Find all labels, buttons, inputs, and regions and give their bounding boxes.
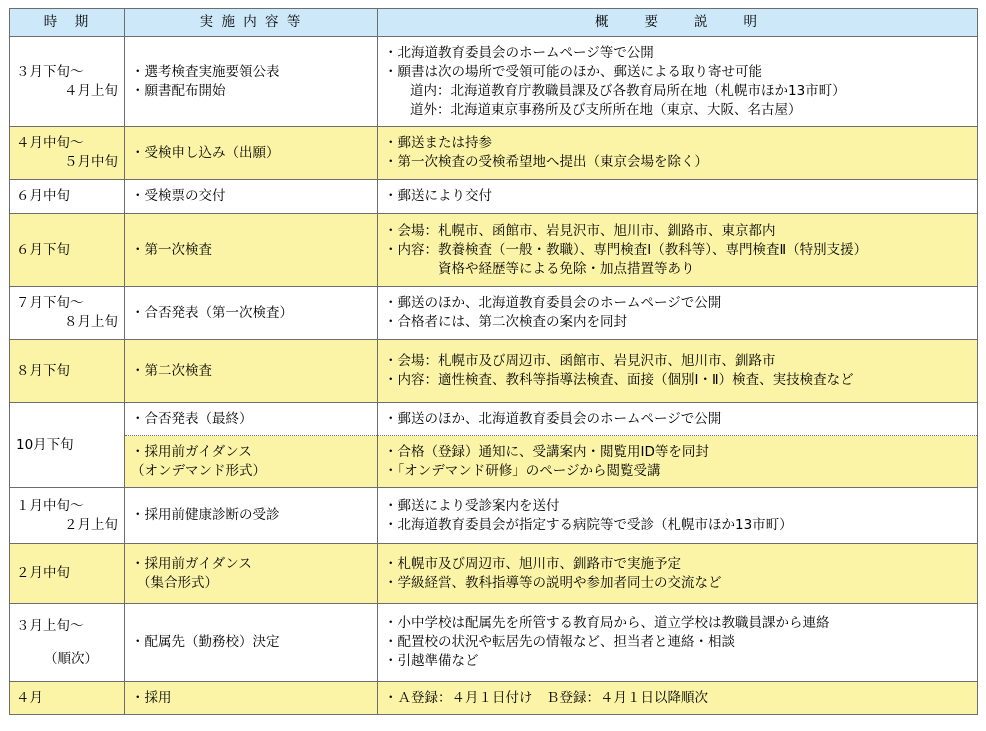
content-line: ・採用前健康診断の受診 (131, 507, 280, 523)
period-cell (10, 214, 125, 287)
content-cell (125, 214, 378, 287)
summary-line: ・郵送により受診案内を送付 (384, 497, 560, 514)
period-cell (10, 604, 125, 682)
summary-line: ・合格者には、第二次検査の案内を同封 (384, 314, 627, 330)
summary-line: ・第一次検査の受検希望地へ提出（東京会場を除く） (384, 154, 708, 170)
content-line: ・第一次検査 (131, 241, 212, 258)
header-period: 時 期 (10, 9, 125, 37)
content-line: ・受検申し込み（出願） (131, 144, 280, 161)
period-cell (10, 180, 125, 214)
table-row (10, 214, 978, 287)
summary-line: ・学級経営、教科指導等の説明や参加者同士の交流など (384, 574, 722, 591)
summary-line: ・配置校の状況や転居先の情報など、担当者と連絡・相談 (384, 634, 735, 650)
content-cell (125, 403, 378, 436)
table-row (10, 37, 978, 127)
period-cell (10, 287, 125, 340)
summary-cell (378, 180, 978, 214)
period-start: ６月中旬 (16, 188, 70, 204)
summary-line: ・郵送により交付 (384, 188, 492, 204)
period-cell (10, 340, 125, 403)
table-row (10, 604, 978, 682)
content-line: ・配属先（勤務校）決定 (131, 634, 280, 650)
summary-line: ・北海道教育委員会のホームページ等で公開 (384, 44, 654, 61)
summary-line: ・引越準備など (384, 653, 479, 669)
table-row (10, 682, 978, 715)
period-start: ４月 (16, 689, 43, 706)
schedule-table-wrapper (9, 8, 977, 715)
summary-line: ・郵送のほか、北海道教育委員会のホームページで公開 (384, 295, 722, 311)
period-start: ６月下旬 (16, 241, 70, 258)
table-row (10, 544, 978, 604)
content-line: ・採用前ガイダンス (131, 555, 252, 572)
summary-cell (378, 403, 978, 436)
content-cell (125, 127, 378, 180)
period-start: ３月下旬～ (16, 63, 84, 80)
period-start: ３月上旬～ (16, 617, 84, 634)
summary-cell (378, 287, 978, 340)
summary-cell (378, 488, 978, 544)
summary-cell (378, 37, 978, 127)
period-cell (10, 682, 125, 715)
period-start: ８月下旬 (16, 362, 70, 379)
summary-cell (378, 127, 978, 180)
period-start: １月中旬～ (16, 497, 84, 514)
content-cell (125, 180, 378, 214)
summary-line: 道外：北海道東京事務所及び支所所在地（東京、大阪、名古屋） (410, 101, 802, 118)
table-row (10, 403, 978, 436)
schedule-table (9, 8, 978, 715)
summary-line: ・合格（登録）通知に、受講案内・閲覧用ID等を同封 (384, 443, 709, 460)
period-start: ４月中旬～ (16, 135, 84, 151)
summary-line: 道内：北海道教育庁教職員課及び各教育局所在地（札幌市ほか13市町） (410, 82, 846, 99)
summary-cell (378, 214, 978, 287)
summary-line: ・内容：適性検査、教科等指導法検査、面接（個別Ⅰ・Ⅱ）検査、実技検査など (384, 372, 854, 388)
period-cell (10, 37, 125, 127)
summary-line: ・郵送または持参 (384, 135, 492, 151)
period-start: 10月下旬 (16, 436, 74, 453)
table-row (10, 127, 978, 180)
summary-line: ・願書は次の場所で受領可能のほか、郵送による取り寄せ可能 (384, 63, 762, 80)
table-row (10, 180, 978, 214)
period-start: ２月中旬 (16, 565, 70, 581)
content-cell (125, 604, 378, 682)
summary-line: ・会場：札幌市及び周辺市、函館市、岩見沢市、旭川市、釧路市 (384, 353, 776, 369)
summary-line: ・札幌市及び周辺市、旭川市、釧路市で実施予定 (384, 555, 681, 572)
content-line: ・選考検査実施要領公表 (131, 63, 280, 80)
summary-line: ・郵送のほか、北海道教育委員会のホームページで公開 (384, 410, 722, 427)
summary-line: 資格や経歴等による免除・加点措置等あり (438, 260, 695, 277)
table-row (10, 287, 978, 340)
period-end: ４月上旬 (64, 82, 118, 99)
header-summary: 概 要 説 明 (378, 9, 978, 37)
content-cell (125, 436, 378, 488)
period-end: ８月上旬 (64, 314, 118, 330)
table-row (10, 340, 978, 403)
content-cell (125, 682, 378, 715)
period-end: ２月上旬 (64, 516, 118, 533)
content-cell (125, 340, 378, 403)
content-line: ・採用 (131, 689, 172, 706)
content-cell (125, 544, 378, 604)
period-cell (10, 488, 125, 544)
header-content: 実 施 内 容 等 (125, 9, 378, 37)
period-end: ５月中旬 (64, 154, 118, 170)
summary-cell (378, 604, 978, 682)
summary-line: ・北海道教育委員会が指定する病院等で受診（札幌市ほか13市町） (384, 516, 793, 533)
summary-cell (378, 682, 978, 715)
period-end: （順次） (44, 650, 98, 667)
period-cell (10, 403, 125, 488)
content-line: （オンデマンド形式） (131, 462, 266, 479)
period-cell (10, 544, 125, 604)
content-line: ・合否発表（第一次検査） (131, 304, 293, 321)
summary-line: ・小中学校は配属先を所管する教育局から、道立学校は教職員課から連絡 (384, 615, 830, 631)
content-line: ・願書配布開始 (131, 82, 226, 99)
period-cell (10, 127, 125, 180)
content-line: ・第二次検査 (131, 362, 212, 379)
summary-line: ・会場：札幌市、函館市、岩見沢市、旭川市、釧路市、東京都内 (384, 222, 776, 239)
period-start: ７月下旬～ (16, 295, 84, 311)
summary-cell (378, 544, 978, 604)
content-line: ・受検票の交付 (131, 188, 226, 204)
summary-line: ・内容：教養検査（一般・教職）、専門検査Ⅰ（教科等）、専門検査Ⅱ（特別支援） (384, 241, 868, 258)
summary-line: ・「オンデマンド研修」のページから閲覧受講 (384, 462, 661, 479)
content-line: ・採用前ガイダンス (131, 443, 252, 460)
header-row (10, 9, 978, 37)
content-line: ・合否発表（最終） (131, 410, 253, 427)
content-line: （集合形式） (137, 574, 218, 591)
content-cell (125, 488, 378, 544)
summary-line: ・Ａ登録：４月１日付け Ｂ登録：４月１日以降順次 (384, 689, 708, 706)
content-cell (125, 287, 378, 340)
content-cell (125, 37, 378, 127)
table-row (10, 436, 978, 488)
summary-cell (378, 436, 978, 488)
summary-cell (378, 340, 978, 403)
table-row (10, 488, 978, 544)
